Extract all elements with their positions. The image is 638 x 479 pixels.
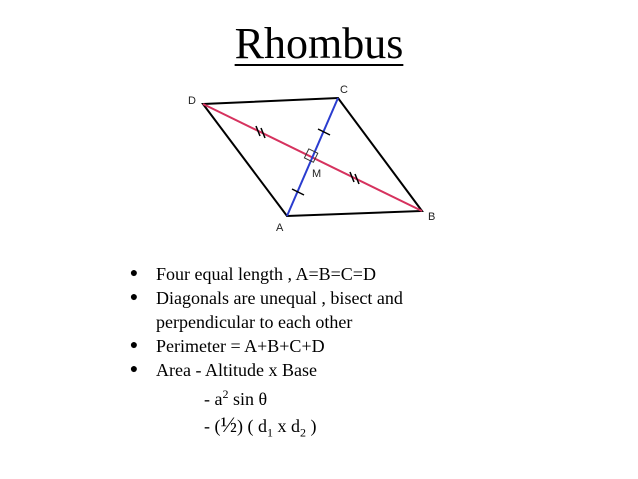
formula-suffix: sin θ bbox=[228, 389, 268, 409]
bullet-dot-icon: ● bbox=[129, 362, 139, 377]
bullet-text-continuation: perpendicular to each other bbox=[156, 312, 353, 332]
page-title: Rhombus bbox=[234, 19, 404, 68]
area-formula-diagonals bbox=[124, 413, 544, 445]
bullet-item-perimeter bbox=[124, 334, 544, 358]
bullet-item-area bbox=[124, 358, 544, 382]
formula-prefix: - ( bbox=[204, 416, 221, 436]
bullet-text: Area - Altitude x Base bbox=[156, 360, 317, 380]
bullet-list bbox=[124, 262, 544, 445]
bullet-item-equal-length bbox=[124, 262, 544, 286]
rhombus-diagram bbox=[170, 78, 470, 238]
vertex-label-b: B bbox=[428, 211, 436, 223]
bullet-dot-icon: ● bbox=[129, 266, 139, 281]
formula-suffix: ) bbox=[306, 416, 317, 436]
diagonal-ac bbox=[287, 98, 338, 216]
formula-subscript-1: 1 bbox=[267, 425, 273, 440]
bullet-dot-icon: ● bbox=[129, 338, 139, 353]
formula-times: x d bbox=[273, 416, 300, 436]
vertex-label-c: C bbox=[340, 84, 348, 96]
vertex-label-m: M bbox=[312, 168, 322, 180]
bullet-item-diagonals bbox=[124, 286, 544, 334]
vertex-label-d: D bbox=[188, 95, 196, 107]
bullet-dot-icon: ● bbox=[129, 290, 139, 305]
formula-exponent: 2 bbox=[222, 387, 229, 401]
formula-subscript-2: 2 bbox=[300, 425, 306, 440]
vertex-label-a: A bbox=[276, 222, 284, 234]
bullet-text: Perimeter = A+B+C+D bbox=[156, 336, 325, 356]
bullet-text: Four equal length , A=B=C=D bbox=[156, 264, 376, 284]
formula-half: ½ bbox=[220, 412, 237, 437]
area-formula-a-squared bbox=[124, 382, 544, 411]
formula-mid: ) ( d bbox=[237, 416, 267, 436]
formula-prefix: - a bbox=[204, 389, 223, 409]
bullet-text: Diagonals are unequal , bisect and bbox=[156, 288, 403, 308]
